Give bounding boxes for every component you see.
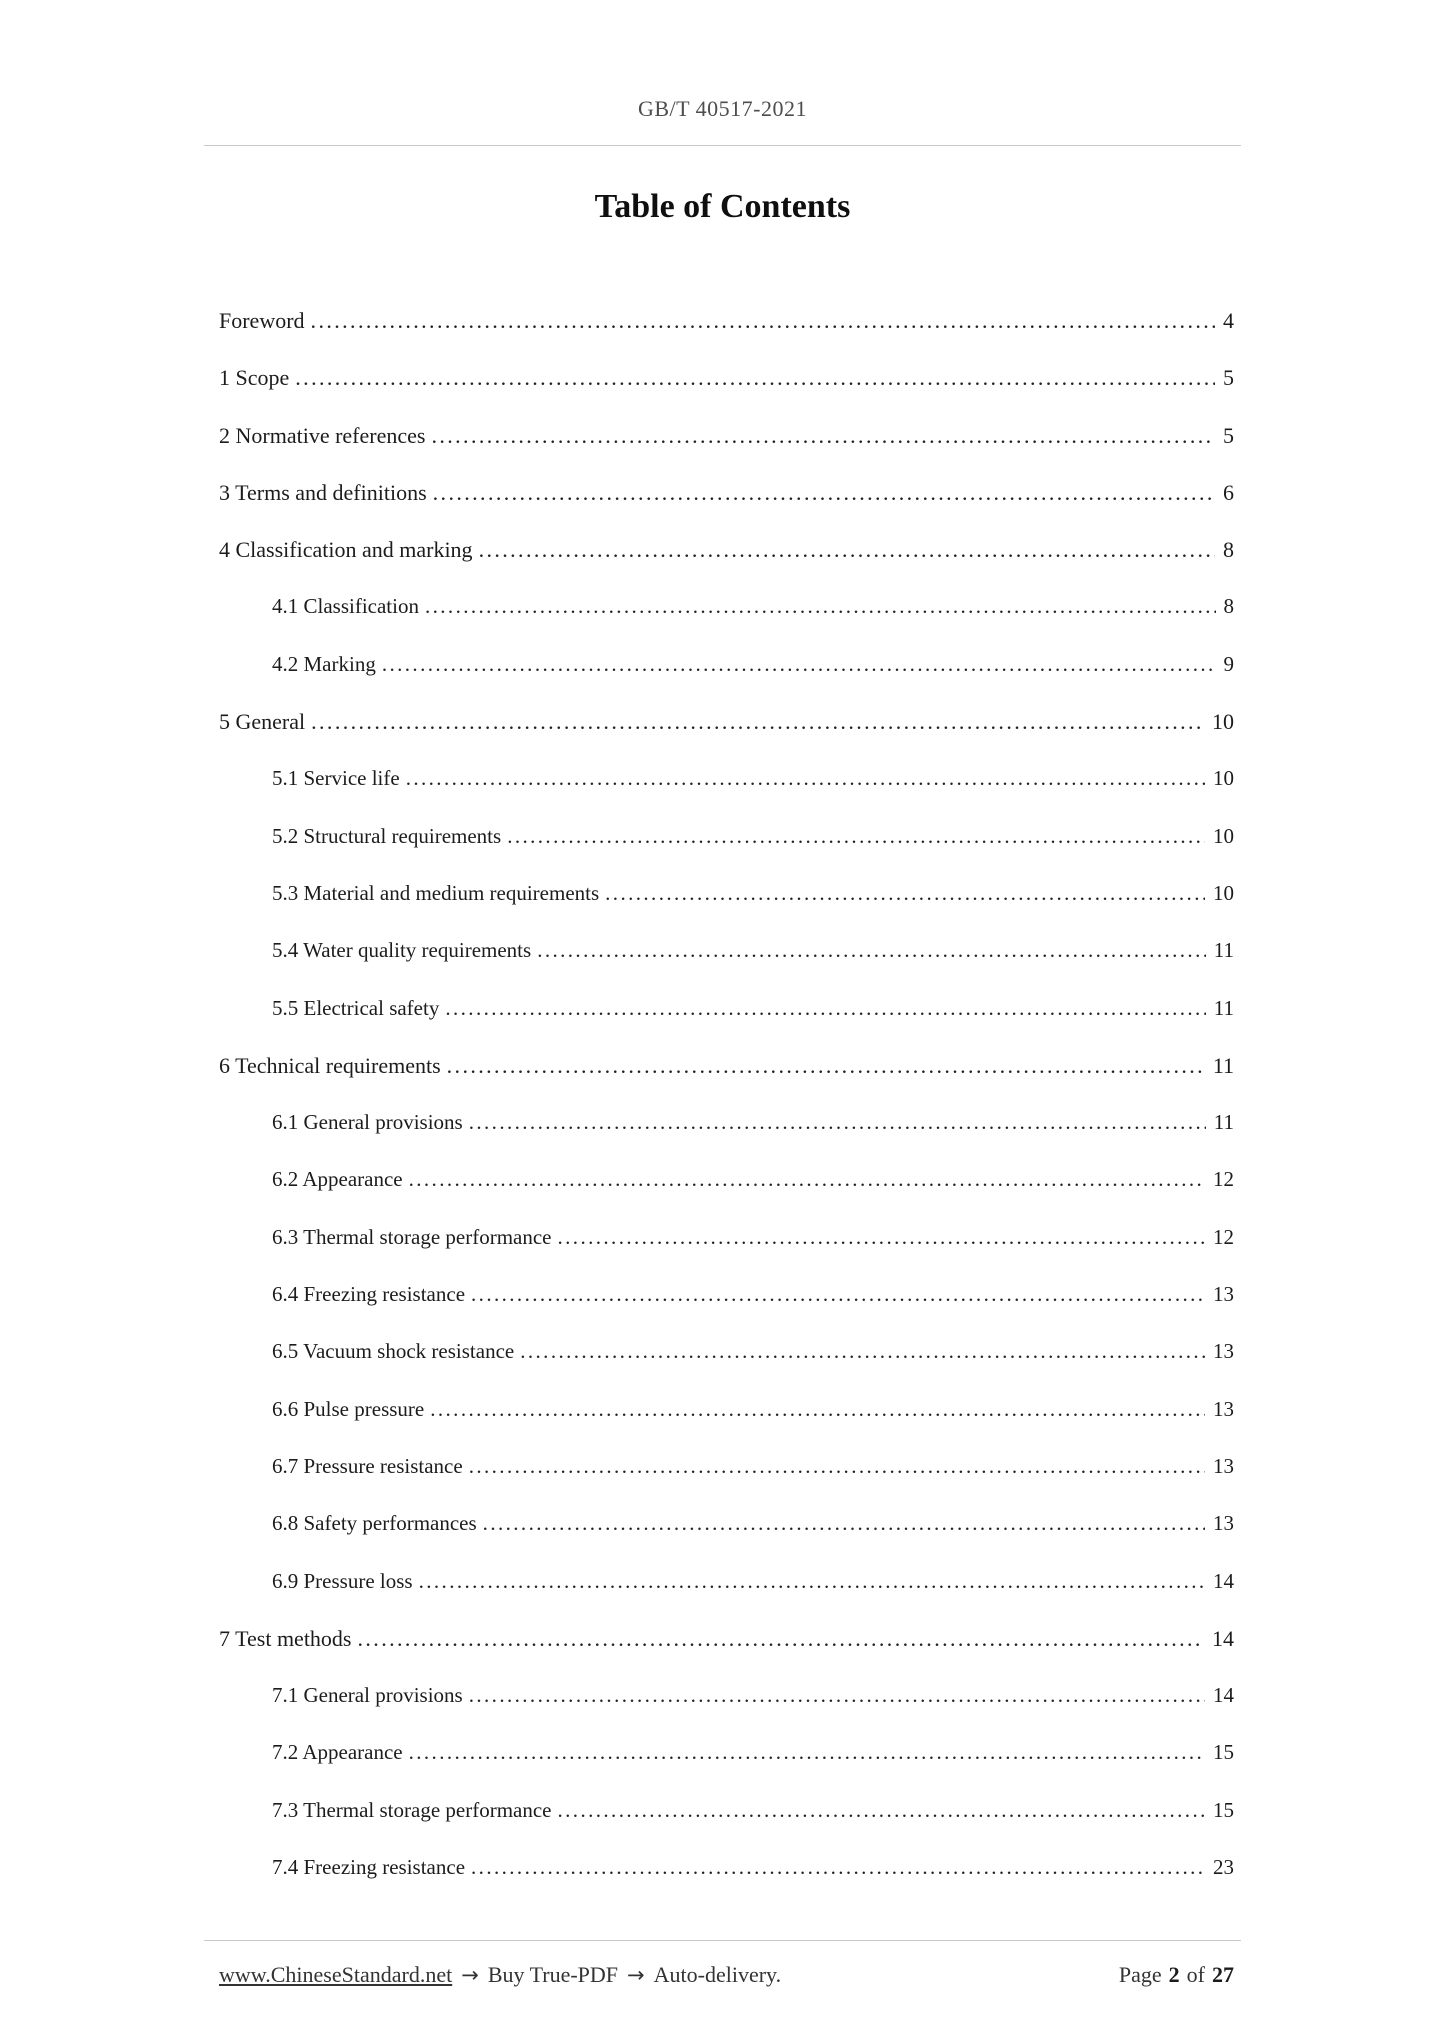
toc-entry-label: 6.7 Pressure resistance — [272, 1453, 463, 1478]
toc-entry-label: 6.3 Thermal storage performance — [272, 1224, 552, 1249]
toc-entry-page: 5 — [1223, 422, 1234, 448]
toc-entry-label: 6 Technical requirements — [219, 1052, 441, 1078]
toc-entry-page: 13 — [1213, 1453, 1234, 1478]
toc-entry-page: 14 — [1213, 1568, 1234, 1593]
toc-entry-label: 4.2 Marking — [272, 651, 376, 676]
toc-entry — [219, 1381, 1234, 1438]
dot-leader — [469, 1438, 1205, 1495]
dot-leader — [507, 808, 1205, 865]
toc-entry-page: 12 — [1213, 1167, 1234, 1192]
of-label: of — [1186, 1962, 1205, 1987]
toc-entry — [219, 1839, 1234, 1896]
page-total: 27 — [1212, 1962, 1234, 1987]
toc-entry-label: 7.1 General provisions — [272, 1683, 463, 1708]
toc-entry-label: 6.2 Appearance — [272, 1167, 403, 1192]
dot-leader — [469, 1094, 1206, 1151]
toc-entry-label: 5.2 Structural requirements — [272, 823, 502, 848]
toc-entry-page: 11 — [1213, 995, 1234, 1020]
toc-entry-label: 4 Classification and marking — [219, 537, 473, 563]
dot-leader — [311, 693, 1204, 750]
toc-entry-label: 7.3 Thermal storage performance — [272, 1797, 552, 1822]
toc-entry — [219, 1323, 1234, 1380]
toc-entry-label: 5.3 Material and medium requirements — [272, 880, 600, 905]
dot-leader — [419, 1553, 1205, 1610]
toc-entry — [219, 636, 1234, 693]
toc-entry-label: 6.1 General provisions — [272, 1110, 463, 1135]
toc-entry-label: 1 Scope — [219, 365, 290, 391]
dot-leader — [469, 1667, 1205, 1724]
dot-leader — [311, 292, 1215, 349]
dot-leader — [479, 521, 1215, 578]
toc-entry-page: 13 — [1213, 1339, 1234, 1364]
toc-entry — [219, 808, 1234, 865]
toc-entry — [219, 1151, 1234, 1208]
toc-entry — [219, 1667, 1234, 1724]
toc-entry-page: 8 — [1223, 594, 1234, 619]
dot-leader — [471, 1266, 1205, 1323]
toc-entry — [219, 578, 1234, 635]
website-link[interactable]: www.ChineseStandard.net — [219, 1962, 453, 1987]
dot-leader — [537, 922, 1206, 979]
toc-entry — [219, 980, 1234, 1037]
toc-entry-page: 14 — [1212, 1625, 1234, 1651]
toc-entry-label: 3 Terms and definitions — [219, 479, 427, 505]
dot-leader — [406, 750, 1205, 807]
dot-leader — [605, 865, 1205, 922]
toc-entry-label: 4.1 Classification — [272, 594, 419, 619]
toc-entry — [219, 1724, 1234, 1781]
dot-leader — [430, 1381, 1205, 1438]
toc-entry — [219, 865, 1234, 922]
dot-leader — [358, 1610, 1205, 1667]
dot-leader — [483, 1495, 1205, 1552]
toc-entry-page: 9 — [1223, 651, 1234, 676]
toc-entry — [219, 750, 1234, 807]
document-number: GB/T 40517-2021 — [637, 96, 808, 121]
dot-leader — [409, 1151, 1205, 1208]
toc-entry — [219, 1209, 1234, 1266]
toc-entry-page: 11 — [1212, 1052, 1234, 1078]
toc-entry-label: 5.5 Electrical safety — [272, 995, 440, 1020]
toc-entry-label: Foreword — [219, 308, 305, 333]
toc-entry — [219, 1094, 1234, 1151]
footer-action-delivery: Auto-delivery. — [653, 1962, 782, 1987]
toc-entry-label: 5 General — [219, 709, 306, 735]
toc-entry-page: 8 — [1223, 537, 1234, 563]
toc-entry-label: 7.4 Freezing resistance — [272, 1855, 466, 1880]
toc-entry-page: 11 — [1213, 1110, 1234, 1135]
toc-entry-label: 6.8 Safety performances — [272, 1511, 477, 1536]
toc-entry — [219, 521, 1234, 578]
toc-entry-page: 13 — [1213, 1282, 1234, 1307]
toc-entry-label: 5.1 Service life — [272, 766, 400, 791]
dot-leader — [425, 578, 1216, 635]
toc-entry — [219, 1553, 1234, 1610]
toc-entry-page: 10 — [1212, 709, 1234, 735]
toc-entry-page: 13 — [1213, 1396, 1234, 1421]
toc-entry-page: 6 — [1223, 479, 1234, 505]
toc-entry-page: 23 — [1213, 1855, 1234, 1880]
toc-entry-page: 13 — [1213, 1511, 1234, 1536]
toc-entry — [219, 349, 1234, 406]
toc-entry-page: 11 — [1213, 938, 1234, 963]
dot-leader — [558, 1782, 1206, 1839]
dot-leader — [433, 464, 1215, 521]
dot-leader — [295, 349, 1215, 406]
toc-list — [219, 292, 1234, 1896]
toc-entry-label: 6.9 Pressure loss — [272, 1568, 413, 1593]
page-label: Page — [1118, 1962, 1162, 1987]
toc-entry — [219, 693, 1234, 750]
toc-title: Table of Contents — [594, 188, 851, 225]
toc-entry — [219, 1782, 1234, 1839]
toc-entry-label: 2 Normative references — [219, 422, 426, 448]
toc-entry-label: 6.5 Vacuum shock resistance — [272, 1339, 515, 1364]
toc-entry-page: 12 — [1213, 1224, 1234, 1249]
page-footer — [219, 1962, 1234, 1988]
toc-entry-page: 5 — [1223, 365, 1234, 391]
toc-entry — [219, 407, 1234, 464]
toc-entry-page: 10 — [1213, 823, 1234, 848]
dot-leader — [445, 980, 1205, 1037]
toc-entry — [219, 1037, 1234, 1094]
toc-entry — [219, 922, 1234, 979]
toc-entry-label: 6.4 Freezing resistance — [272, 1282, 466, 1307]
header-divider — [204, 145, 1241, 146]
toc-entry-page: 15 — [1213, 1797, 1234, 1822]
toc-entry — [219, 1495, 1234, 1552]
dot-leader — [558, 1209, 1206, 1266]
dot-leader — [382, 636, 1216, 693]
dot-leader — [520, 1323, 1205, 1380]
footer-action-buy: Buy True-PDF — [487, 1962, 619, 1987]
toc-entry-page: 15 — [1213, 1740, 1234, 1765]
toc-entry-page: 10 — [1213, 880, 1234, 905]
page-indicator — [1119, 1962, 1234, 1988]
dot-leader — [409, 1724, 1205, 1781]
toc-entry-page: 14 — [1213, 1683, 1234, 1708]
toc-entry — [219, 1610, 1234, 1667]
toc-entry — [219, 292, 1234, 349]
toc-entry-label: 7.2 Appearance — [272, 1740, 403, 1765]
toc-entry-label: 5.4 Water quality requirements — [272, 938, 532, 963]
toc-entry — [219, 1438, 1234, 1495]
toc-entry-label: 7 Test methods — [219, 1625, 352, 1651]
toc-entry-page: 4 — [1223, 308, 1234, 333]
toc-entry — [219, 464, 1234, 521]
toc-entry — [219, 1266, 1234, 1323]
toc-entry-label: 6.6 Pulse pressure — [272, 1396, 425, 1421]
page-current: 2 — [1168, 1962, 1180, 1987]
footer-left — [219, 1962, 781, 1988]
arrow-right-icon: → — [461, 1963, 479, 1987]
dot-leader — [431, 407, 1215, 464]
dot-leader — [471, 1839, 1205, 1896]
dot-leader — [447, 1037, 1205, 1094]
toc-entry-page: 10 — [1213, 766, 1234, 791]
arrow-right-icon: → — [627, 1963, 645, 1987]
footer-divider — [204, 1940, 1241, 1941]
